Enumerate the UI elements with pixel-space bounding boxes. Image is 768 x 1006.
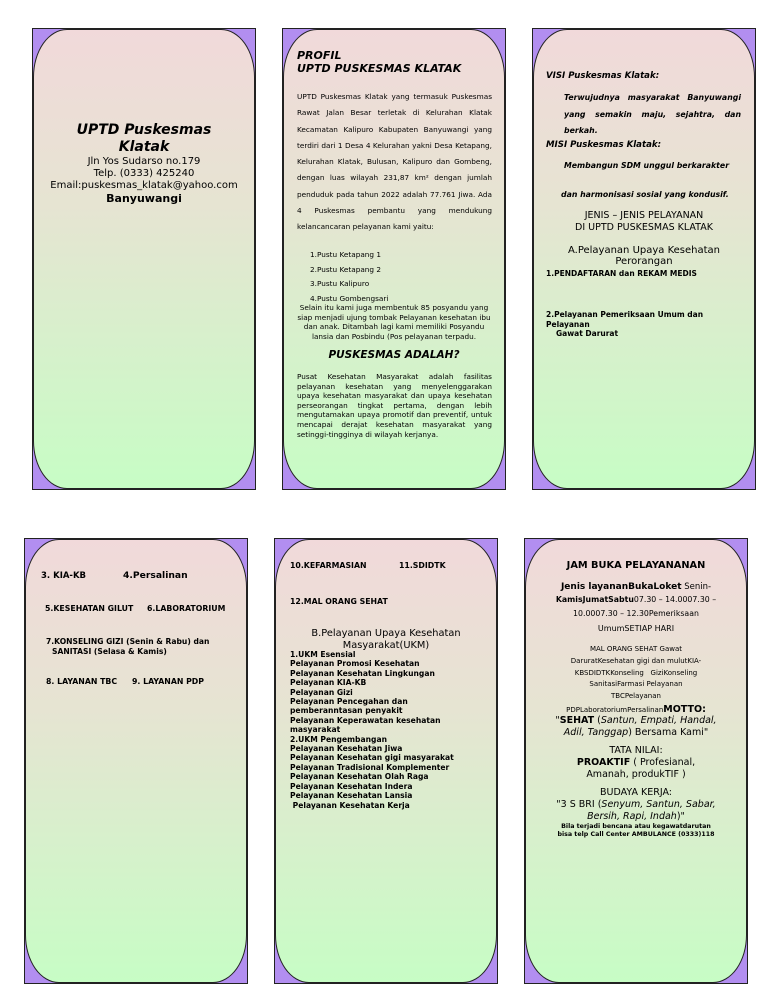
- list-item: 4.Pustu Gombengsari: [310, 293, 389, 303]
- section-a-title-2: Perorangan: [615, 256, 673, 267]
- list-item: 3.Pustu Kalipuro: [310, 279, 370, 288]
- section-b-title-1: B.Pelayanan Upaya Kesehatan: [311, 628, 461, 639]
- ukm-panel: [274, 538, 498, 984]
- list-item: pemberanntasan penyakit: [290, 706, 403, 716]
- service-item-7-cont: SANITASI (Selasa & Kamis): [52, 647, 167, 656]
- list-item: Pelayanan Kesehatan Jiwa: [290, 744, 403, 754]
- cover-title: UPTD Puskesmas Klatak: [76, 122, 212, 155]
- profil-heading: PROFIL: [297, 49, 342, 62]
- tata-nilai-label: TATA NILAI:: [609, 745, 663, 756]
- jenis-title-1: JENIS – JENIS PELAYANAN: [584, 210, 704, 221]
- list-item: Pelayanan Kesehatan Olah Raga: [290, 772, 429, 782]
- service-item-3: 3. KIA-KB: [41, 571, 87, 581]
- service-item-10: 10.KEFARMASIAN: [290, 561, 367, 570]
- cover-email: Email:puskesmas_klatak@yahoo.com: [50, 180, 238, 191]
- tata-nilai-line-2: Amanah, produkTIF ): [586, 769, 686, 780]
- layanan-panel: [24, 538, 248, 984]
- list-item: Pelayanan Pencegahan dan: [290, 697, 408, 707]
- service-item-2-cont: Gawat Darurat: [556, 329, 619, 338]
- list-item: Pelayanan Kesehatan Kerja: [290, 800, 410, 810]
- cover-panel: [32, 28, 256, 490]
- motto-sehat-line-2: [526, 727, 746, 739]
- ukm-panel-inner: [275, 539, 497, 983]
- motto-sehat-meaning: Santun, Empati, Handal,: [600, 715, 717, 726]
- profil-panel: [282, 28, 506, 490]
- budaya-kerja-end: )": [676, 811, 685, 822]
- jam-buka-panel: [524, 538, 748, 984]
- layanan-summary-line: TBCPelayanan: [611, 692, 661, 701]
- list-item: 2.UKM Pengembangan: [290, 734, 387, 744]
- budaya-kerja-meaning-cont: Bersih, Rapi, Indah: [587, 811, 677, 822]
- list-item: Pelayanan Tradisional Komplementer: [290, 762, 450, 772]
- layanan-summary-line: SanitasiFarmasi Pelayanan: [589, 680, 683, 689]
- hari-label: KamisJumatSabtu: [555, 595, 634, 604]
- list-item: 1.UKM Esensial: [290, 650, 356, 659]
- list-item: Pelayanan KIA-KB: [290, 678, 367, 688]
- pustu-list: [310, 248, 388, 306]
- ukm-list: [290, 650, 454, 810]
- profil-subheading: UPTD PUSKESMAS KLATAK: [297, 62, 462, 75]
- visi-misi-panel: [532, 28, 756, 490]
- jam-buka-panel-inner: [525, 539, 747, 983]
- list-item: Pelayanan Gizi: [290, 687, 353, 697]
- visi-text: Terwujudnya masyarakat Banyuwangi yang semakin maju, sejahtra, dan berkah.: [564, 93, 741, 135]
- layanan-summary-line: PDPLaboratoriumPersalinan: [566, 706, 664, 714]
- puskesmas-adalah-text: Pusat Kesehatan Masyarakat adalah fasilitas pelayanan kesehatan yang menyelenggarakan upaya kesehatan masyarakat dan upaya kesehatan perseorangan tingkat pertama, dengan lebih mengutamakan upaya promotif dan preventif, untuk mencapai derajat kesehatan masyarakat yang setinggi-tingginya di wilayah kerjanya.: [297, 372, 492, 439]
- jenis-title-2: DI UPTD PUSKESMAS KLATAK: [575, 222, 713, 233]
- service-item-6: 6.LABORATORIUM: [147, 604, 226, 613]
- layanan-summary: [526, 644, 746, 703]
- jenis-layanan-days: Senin-: [681, 582, 712, 592]
- misi-title: MISI Puskesmas Klatak:: [546, 140, 662, 150]
- list-item: Pelayanan Kesehatan Lingkungan: [290, 668, 435, 678]
- misi-text-1: Membangun SDM unggul berkarakter: [564, 161, 730, 170]
- service-item-12: 12.MAL ORANG SEHAT: [290, 597, 388, 606]
- misi-text-2: dan harmonisasi sosial yang kondusif.: [561, 190, 729, 199]
- cover-phone: Telp. (0333) 425240: [93, 168, 195, 179]
- cover-panel-inner: [33, 29, 255, 489]
- service-item-9: 9. LAYANAN PDP: [132, 677, 204, 686]
- motto-sehat-meaning-cont: Adil, Tanggap: [563, 727, 629, 738]
- puskesmas-adalah-heading: PUSKESMAS ADALAH?: [328, 349, 460, 361]
- service-item-7: 7.KONSELING GIZI (Senin & Rabu) dan: [46, 637, 210, 646]
- visi-title: VISI Puskesmas Klatak:: [546, 71, 660, 81]
- jam-buka-title: JAM BUKA PELAYANANAN: [566, 560, 706, 571]
- emergency-note-2: bisa telp Call Center AMBULANCE (0333)118: [557, 831, 715, 838]
- motto-sehat-line-1: "SEHAT (Santun, Empati, Handal,: [555, 715, 717, 726]
- profil-paragraph: UPTD Puskesmas Klatak yang termasuk Puskesmas Rawat Jalan Besar terletak di Kelurahan Klatak Kecamatan Kalipuro Kabupaten Banyuwangi yang terdiri dari 1 Desa 4 Kelurahan yakni Desa Ketapang, Kelurahan Klatak, Bulusan, Kalipuro dan Gombeng, dengan luas wilayah 231,87 km² dengan jumlah penduduk pada tahun 2022 adalah 77.761 Jiwa. Ada 4 Puskesmas pembantu yang mendukung kelancancaran pelayanan kami yaitu:: [297, 92, 492, 232]
- section-a-title-1: A.Pelayanan Upaya Kesehatan: [567, 245, 721, 256]
- list-item: Pelayanan Kesehatan gigi masyarakat: [290, 753, 454, 763]
- cover-address: Jln Yos Sudarso no.179: [87, 156, 201, 167]
- jam-buka-line-3: 10.0007.30 – 12.30Pemeriksaan: [573, 609, 699, 618]
- jenis-layanan-label: Jenis layananBukaLoket: [560, 582, 682, 592]
- list-item: Pelayanan Keperawatan kesehatan: [290, 715, 441, 725]
- service-item-1: 1.PENDAFTARAN dan REKAM MEDIS: [546, 269, 697, 278]
- cover-city: Banyuwangi: [106, 192, 182, 205]
- budaya-kerja-line-1: [526, 799, 746, 811]
- emergency-note-1: Bila terjadi bencana atau kegawatdarutan: [561, 823, 711, 830]
- jam-buka-line-4: UmumSETIAP HARI: [597, 624, 675, 633]
- section-b-title-2: Masyarakat(UKM): [342, 640, 430, 651]
- profil-panel-inner: [283, 29, 505, 489]
- budaya-kerja-start: "3 S BRI (: [556, 799, 602, 810]
- service-item-11: 11.SDIDTK: [399, 561, 446, 570]
- budaya-kerja-label: BUDAYA KERJA:: [600, 787, 672, 798]
- layanan-summary-line: KBSDIDTKKonseling GiziKonseling: [574, 668, 698, 677]
- budaya-kerja-meaning: Senyum, Santun, Sabar,: [601, 799, 716, 810]
- list-item: Pelayanan Promosi Kesehatan: [290, 659, 420, 669]
- tata-nilai-proaktif: PROAKTIF: [576, 757, 631, 768]
- jam-buka-line-2: [526, 594, 746, 605]
- tata-nilai-line-1: [526, 757, 746, 769]
- posyandu-text: Selain itu kami juga membentuk 85 posyandu yang siap menjadi ujung tombak Pelayanan kesehatan ibu dan anak. Ditambah lagi kami memiliki Posyandu lansia dan Posbindu (Pos pelayanan terpadu.: [297, 303, 491, 341]
- service-item-5: 5.KESEHATAN GILUT: [45, 604, 134, 613]
- list-item: 2.Pustu Ketapang 2: [310, 264, 382, 274]
- service-item-2: 2.Pelayanan Pemeriksaan Umum dan Pelayanan: [546, 310, 704, 329]
- service-item-8: 8. LAYANAN TBC: [46, 677, 118, 686]
- motto-label: MOTTO:: [663, 704, 706, 715]
- list-item: Pelayanan Kesehatan Lansia: [290, 791, 413, 801]
- service-item-4: 4.Persalinan: [123, 570, 188, 581]
- jam-buka-hours: 07.30 – 14.0007.30 –: [633, 595, 717, 604]
- layanan-summary-line: MAL ORANG SEHAT Gawat: [589, 645, 683, 653]
- layanan-panel-inner: [25, 539, 247, 983]
- tata-nilai-meaning: ( Profesianal,: [630, 757, 696, 768]
- visi-misi-panel-inner: [533, 29, 755, 489]
- layanan-summary-line: DaruratKesehatan gigi dan mulutKIA-: [570, 656, 702, 665]
- jam-buka-line-1: [532, 581, 740, 593]
- list-item: 1.Pustu Ketapang 1: [310, 250, 382, 259]
- budaya-kerja-line-2: [526, 811, 746, 823]
- list-item: Pelayanan Kesehatan Indera: [290, 781, 413, 791]
- motto-sehat: SEHAT: [559, 715, 595, 726]
- motto-sehat-end: ) Bersama Kami": [628, 727, 709, 738]
- list-item: masyarakat: [290, 725, 341, 735]
